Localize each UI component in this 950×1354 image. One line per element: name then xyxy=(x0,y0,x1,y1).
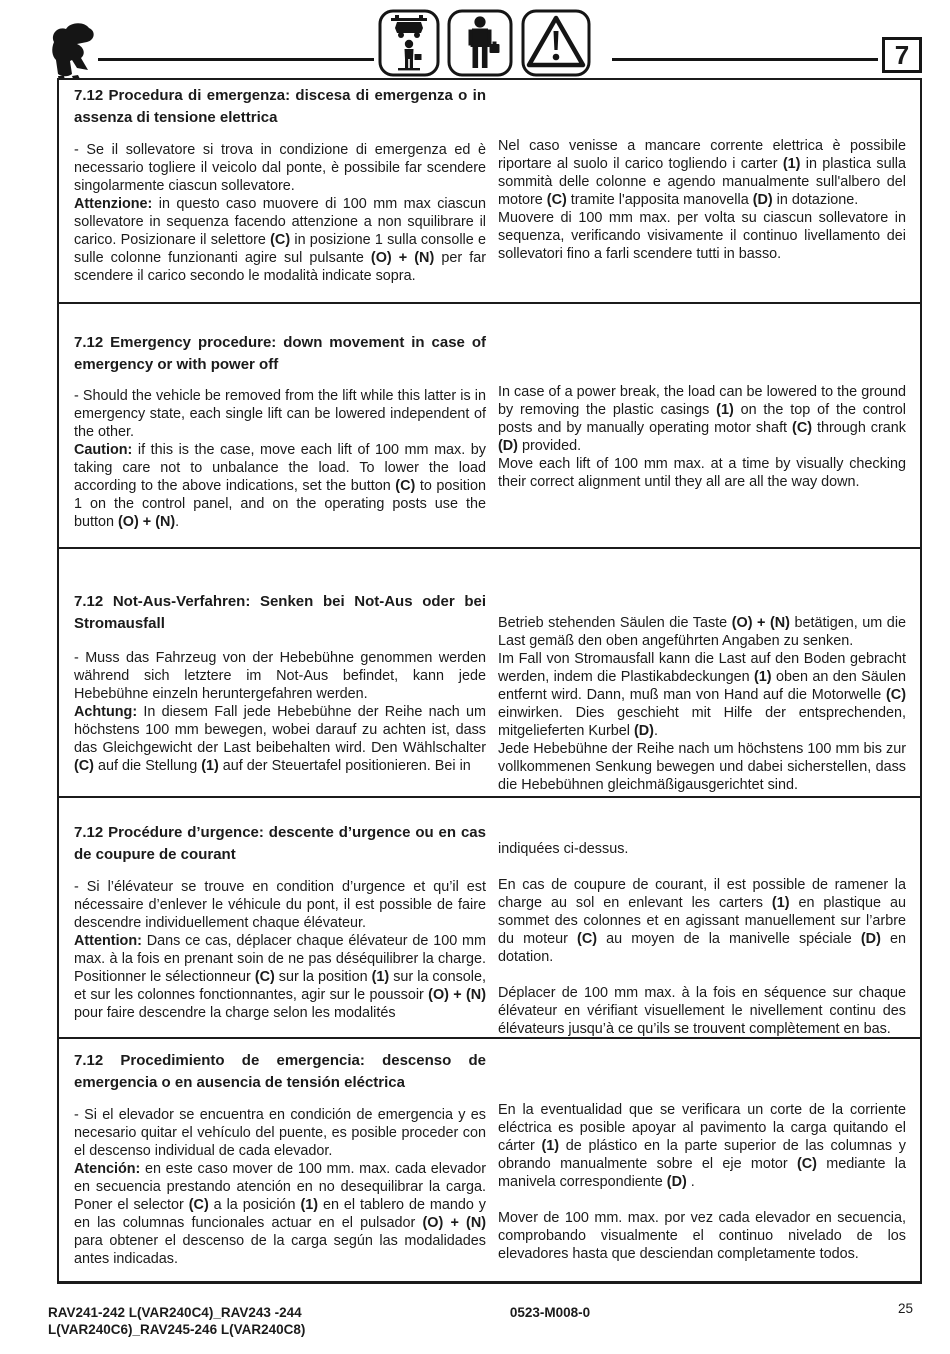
paragraph: - Should the vehicle be removed from the lift while this latter is in emergency state, each single lift can be lowered independent of the other. xyxy=(74,388,486,440)
french-left-text xyxy=(74,878,486,1022)
paragraph: Attenzione: in questo caso muovere di 100 mm max ciascun sollevatore in sequenza facendo attenzione a non squilibrare il carico. Posizionare il selettore (C) in posizione 1 sulla consolle e sulle colonne funzionanti agire sul pulsante (O) + (N) per far scendere il carico secondo le modalità indicate sopra. xyxy=(74,196,487,284)
english-right-text xyxy=(496,304,920,547)
chapter-number-badge xyxy=(882,37,922,73)
warning-triangle-icon xyxy=(521,9,591,77)
model-reference xyxy=(48,1304,305,1338)
chapter-number: 7 xyxy=(894,40,910,70)
spanish-title: 7.12 Procedimiento de emergencia: descenso de emergencia o en ausencia de tensión eléctrica xyxy=(74,1052,486,1091)
section-french xyxy=(59,796,920,1037)
german-title: 7.12 Not-Aus-Verfahren: Senken bei Not-Aus oder bei Stromausfall xyxy=(74,593,486,632)
paragraph: Im Fall von Stromausfall kann die Last auf den Boden gebracht werden, indem die Plastikabdeckungen (1) oben an den Säulen entfernt wird. Dann, muß man von Hand auf die Motorwelle (C) einwirken. Dies geschieht mit Hilfe der entsprechenden, mitgelieferten Kurbel (D). xyxy=(498,651,906,739)
paragraph: Jede Hebebühne der Reihe nach um höchstens 100 mm bis zur vollkommenen Senkung bewegen und dabei sicherstellen, dass die Hebebühnen gleichmäßigausgerichtet sind. xyxy=(498,741,906,793)
italian-left-text xyxy=(74,141,486,285)
paragraph: Betrieb stehenden Säulen die Taste (O) + (N) betätigen, um die Last gemäß den oben angeführten Angaben zu senken. xyxy=(498,615,907,649)
load-overhead-person-icon xyxy=(378,9,440,77)
italian-right-text xyxy=(496,80,920,302)
english-title: 7.12 Emergency procedure: down movement in case of emergency or with power off xyxy=(74,334,486,373)
french-right-text xyxy=(496,798,920,1037)
paragraph: En cas de coupure de courant, il est possible de ramener la charge au sol en enlevant les carters (1) en plastique au sommet des colonnes et en agissant manuellement sur l’arbre du moteur (C) au moyen de la manivelle spéciale (D) en dotation. xyxy=(498,877,907,965)
page-header xyxy=(0,0,950,78)
page-number: 25 xyxy=(898,1301,914,1316)
paragraph: - Muss das Fahrzeug von der Hebebühne genommen werden während sich letztere im Not-Aus befindet, kann jede Hebebühne einzeln heruntergefahren werden. xyxy=(74,650,486,702)
spanish-left-column xyxy=(59,1039,496,1281)
french-title: 7.12 Procédure d’urgence: descente d’urgence ou en cas de coupure de courant xyxy=(74,824,486,863)
paragraph: - Si l’élévateur se trouve en condition d’urgence et qu’il est nécessaire d’enlever le véhicule du pont, il est possible de faire descendre individuellement chaque élévateur. xyxy=(74,879,486,931)
english-left-column xyxy=(59,304,496,547)
header-rule-left xyxy=(98,58,374,61)
section-spanish xyxy=(59,1037,920,1281)
header-rule-right xyxy=(612,58,878,61)
paragraph: Attention: Dans ce cas, déplacer chaque élévateur de 100 mm max. à la fois en prenant soin de ne pas déséquilibrer la charge. Positionner le sélectionneur (C) sur la position (1) sur la console, et sur les colonnes fonctionnantes, agir sur le poussoir (O) + (N) pour faire descendre la charge selon les modalités xyxy=(74,933,486,1021)
model-reference-line2: L(VAR240C6)_RAV245-246 L(VAR240C8) xyxy=(48,1322,306,1337)
operator-person-icon xyxy=(447,9,513,77)
paragraph: - Si el elevador se encuentra en condición de emergencia y es necesario quitar el vehículo del puente, es posible proceder con el descenso individual de cada elevador. xyxy=(74,1107,486,1159)
document-code: 0523-M008-0 xyxy=(509,1305,591,1320)
italian-left-column xyxy=(59,80,496,302)
english-left-text xyxy=(74,387,486,531)
german-left-text xyxy=(74,649,486,775)
paragraph: Déplacer de 100 mm max. à la fois en séquence sur chaque élévateur en vérifiant visuellement le nivellement continu des élévateurs jusqu’à ce qu’ils se trouvent complètement en bas. xyxy=(498,985,906,1037)
paragraph: In case of a power break, the load can be lowered to the ground by removing the plastic casings (1) on the top of the control posts and by manually operating motor shaft (C) through crank (D) provided. xyxy=(498,384,906,454)
paragraph: Muovere di 100 mm max. per volta su ciascun sollevatore in sequenza, verificando visivamente il continuo livellamento dei sollevatori fino a farli scendere tutti in basso. xyxy=(498,210,906,262)
italian-title: 7.12 Procedura di emergenza: discesa di emergenza o in assenza di tensione elettrica xyxy=(74,87,486,126)
paragraph: - Se il sollevatore si trova in condizione di emergenza ed è necessario togliere il veicolo dal ponte, è possibile far scendere singolarmente ciascun sollevatore. xyxy=(74,142,486,194)
model-reference-line1: RAV241-242 L(VAR240C4)_RAV243 -244 xyxy=(48,1305,302,1320)
german-left-column xyxy=(59,549,496,796)
paragraph: Mover de 100 mm. max. por vez cada elevador en secuencia, comprobando visualmente el continuo nivelado de los elevadores hasta que desciendan completamente todos. xyxy=(498,1210,906,1262)
section-english xyxy=(59,302,920,547)
paragraph: Caution: if this is the case, move each lift of 100 mm max. by taking care not to unbalance the load. To lower the load according to the above indications, set the button (C) to position 1 on the control panel, and on the operating posts use the button (O) + (N). xyxy=(74,442,486,530)
paragraph: En la eventualidad que se verificara un corte de la corriente eléctrica es posible apoyar al pavimento la carga quitando el cárter (1) de plástico en la parte superior de las columnas y obrando manualmente sobre el eje motor (C) mediante la manivela correspondiente (D) . xyxy=(498,1102,906,1190)
paragraph: Nel caso venisse a mancare corrente elettrica è possibile riportare al suolo il carico togliendo i carter (1) in plastica sulla sommità delle colonne e agendo manualmente sull'albero del motore (C) tramite l'apposita manovella (D) in dotazione. xyxy=(498,138,906,208)
paragraph: Achtung: In diesem Fall jede Hebebühne der Reihe nach um höchstens 100 mm bewegen, wobei darauf zu achten ist, dass das Gleichgewicht der Last beibehalten wird. Den Wählschalter (C) auf die Stellung (1) auf der Steuertafel positionieren. Bei in xyxy=(74,704,486,774)
spanish-left-text xyxy=(74,1106,486,1268)
paragraph: Atención: en este caso mover de 100 mm. max. cada elevador en secuencia prestando atención en no desequilibrar la carga. Poner el selector (C) a la posición (1) en el tablero de mando y en las columnas funcionales actuar en el pulsador (O) + (N) para obtener el descenso de la carga según las modalidades antes indicadas. xyxy=(74,1161,487,1267)
german-right-text xyxy=(496,549,920,796)
content-box xyxy=(57,78,922,1284)
section-german xyxy=(59,547,920,796)
spanish-right-text xyxy=(496,1039,920,1281)
paragraph: indiquées ci-dessus. xyxy=(498,841,629,857)
section-italian xyxy=(59,80,920,302)
french-left-column xyxy=(59,798,496,1037)
paragraph: Move each lift of 100 mm max. at a time by visually checking their correct alignment until they all are all the way down. xyxy=(498,456,906,490)
